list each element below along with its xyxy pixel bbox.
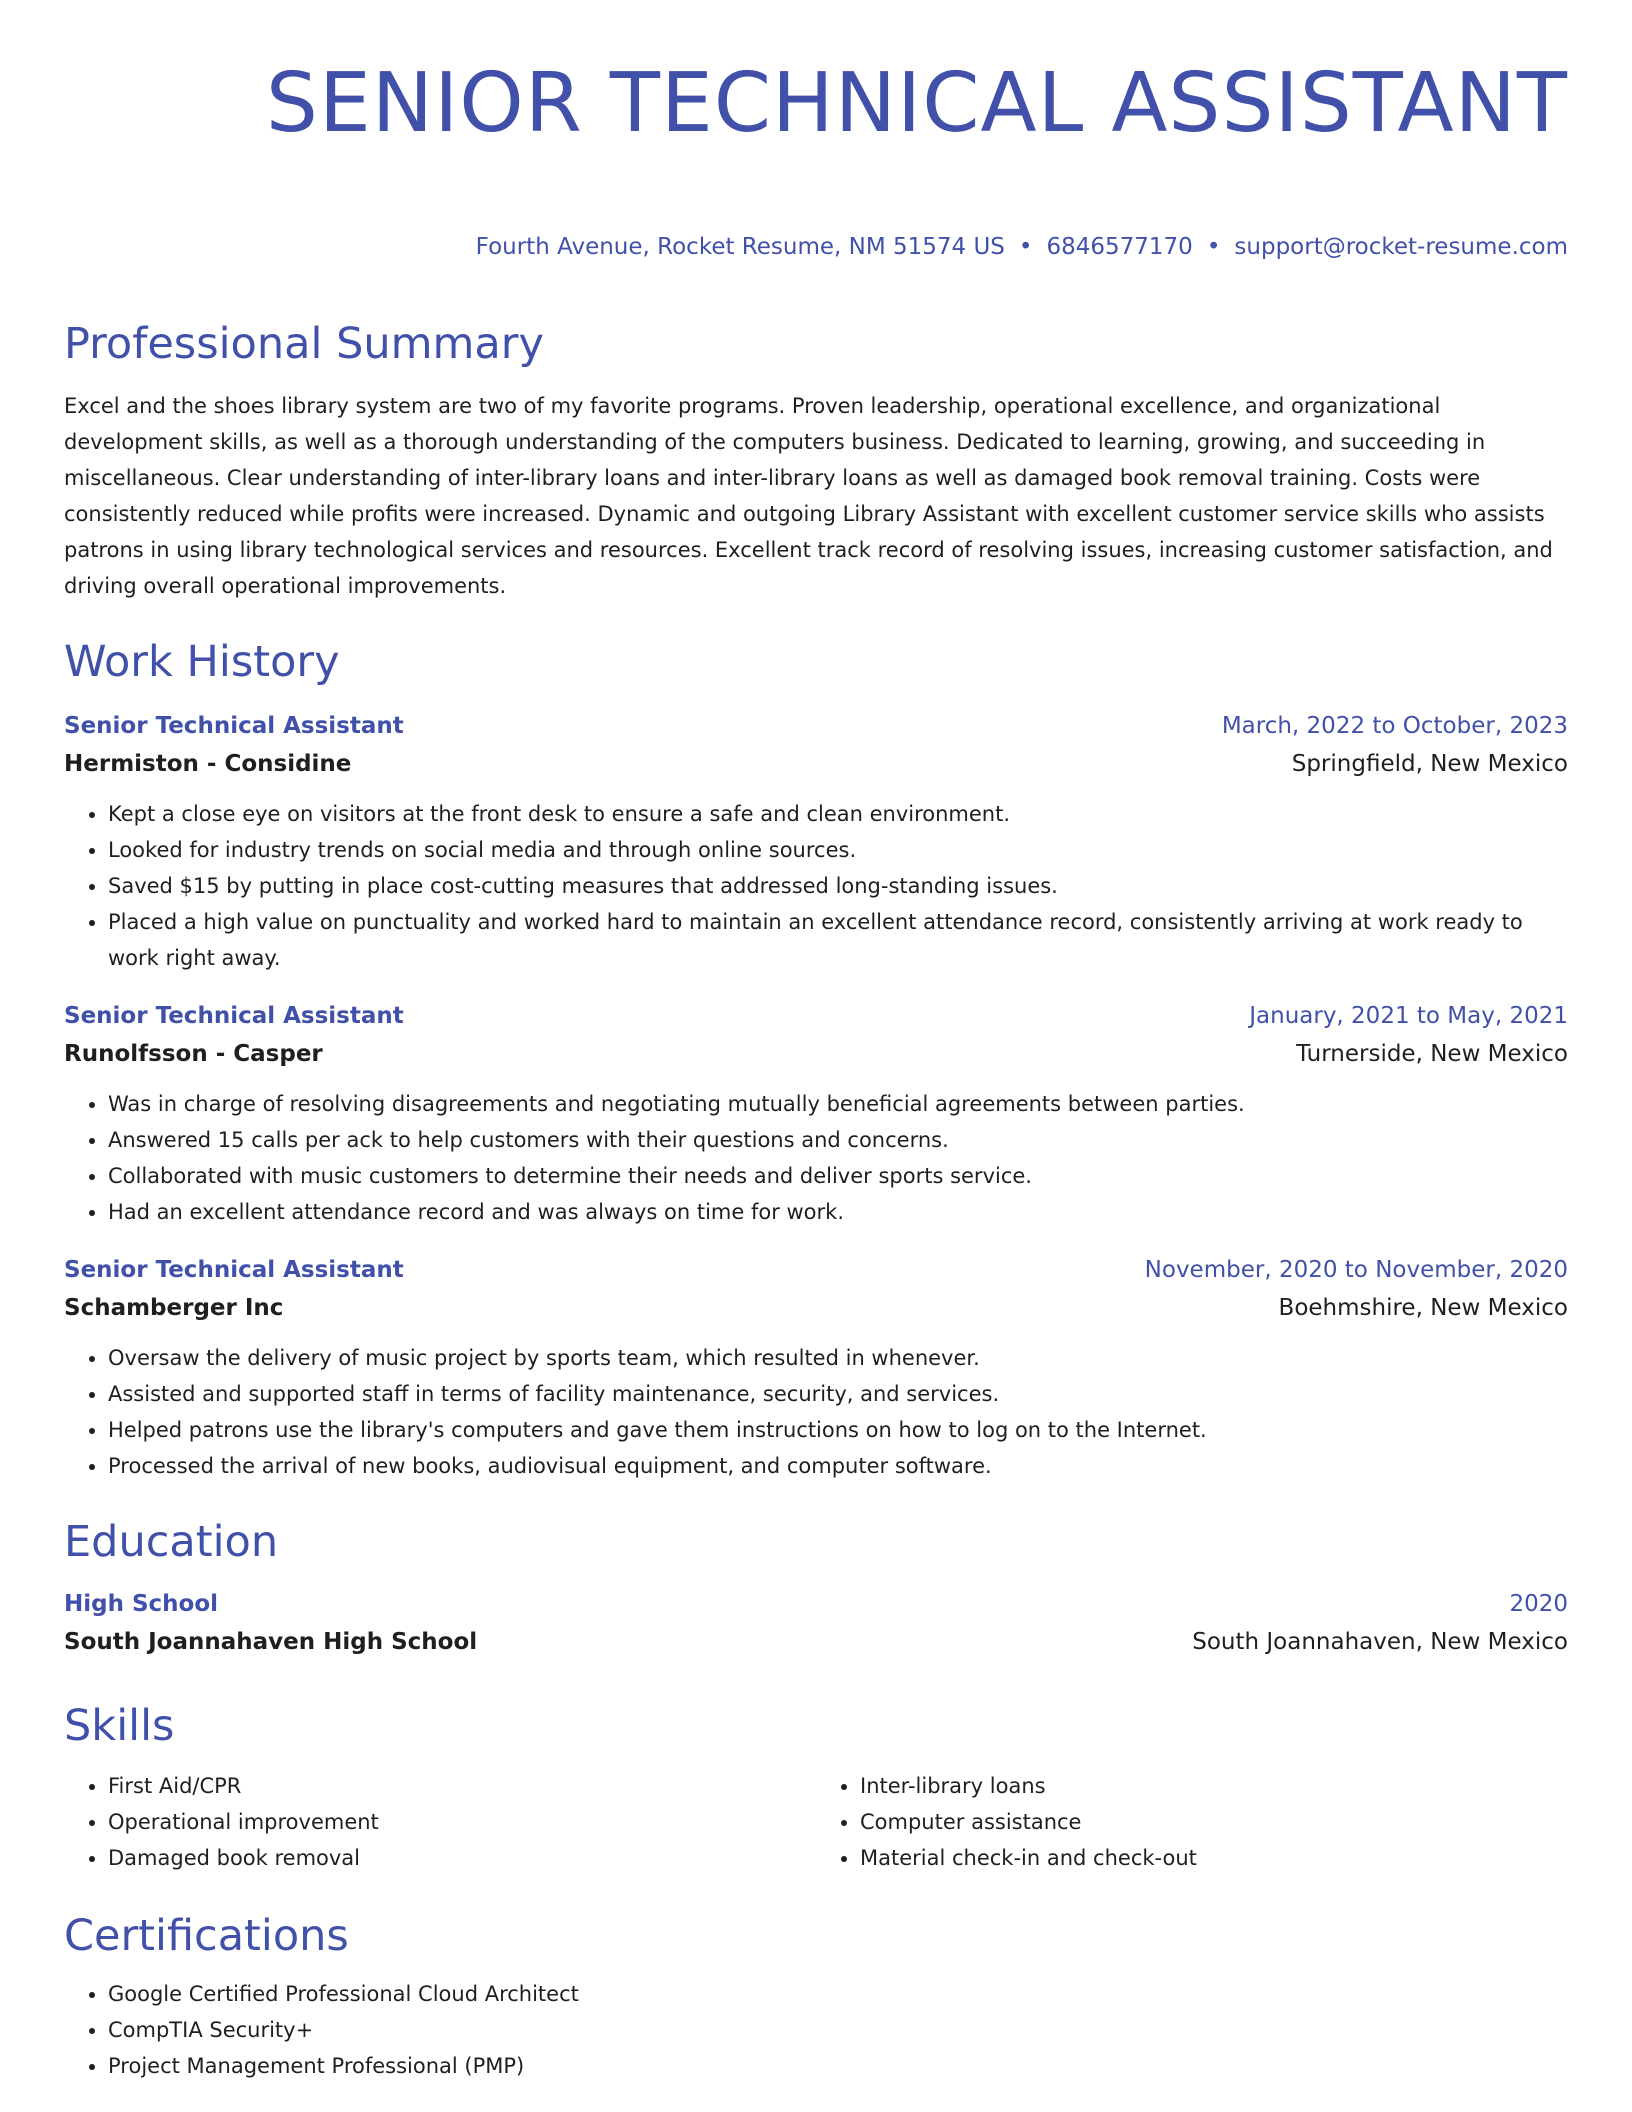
job-bullet: • Answered 15 calls per ack to help customers with their questions and concerns. (108, 1122, 1568, 1158)
job-bullet: • Oversaw the delivery of music project by sports team, which resulted in whenever. (108, 1340, 1568, 1376)
skill-item: • Damaged book removal (108, 1840, 816, 1876)
job-bullet: • Was in charge of resolving disagreements and negotiating mutually beneficial agreements between parties. (108, 1086, 1568, 1122)
contact-separator: • (1018, 234, 1033, 260)
job-bullets (64, 1340, 1568, 1484)
contact-phone: 6846577170 (1046, 234, 1193, 260)
skill-item: • First Aid/CPR (108, 1768, 816, 1804)
job-company: Runolfsson - Casper (64, 1041, 323, 1067)
skill-item: • Operational improvement (108, 1804, 816, 1840)
job-entry (64, 998, 1568, 1230)
job-entry (64, 708, 1568, 976)
education-degree: High School (64, 1591, 219, 1617)
certification-item: • Google Certified Professional Cloud Architect (108, 1976, 1568, 2012)
skill-item: • Computer assistance (860, 1804, 1568, 1840)
skills-list-left (64, 1768, 816, 1876)
job-dates: March, 2022 to October, 2023 (1221, 713, 1568, 739)
job-bullet: • Placed a high value on punctuality and worked hard to maintain an excellent attendance record, consistently arriving at work ready to work right away. (108, 904, 1568, 976)
education-year: 2020 (1509, 1591, 1568, 1617)
job-dates: January, 2021 to May, 2021 (1249, 1003, 1568, 1029)
contact-email[interactable]: support@rocket-resume.com (1234, 234, 1568, 260)
job-company: Hermiston - Considine (64, 751, 352, 777)
section-heading-certifications: Certifications (64, 1911, 349, 1961)
certification-item: • Project Management Professional (PMP) (108, 2048, 1568, 2084)
education-entry (64, 1586, 1568, 1662)
resume-title: SENIOR TECHNICAL ASSISTANT (265, 56, 1568, 151)
job-bullet: • Processed the arrival of new books, audiovisual equipment, and computer software. (108, 1448, 1568, 1484)
job-role: Senior Technical Assistant (64, 1003, 404, 1029)
job-bullet: • Helped patrons use the library's computers and gave them instructions on how to log on to the Internet. (108, 1412, 1568, 1448)
certification-item: • CompTIA Security+ (108, 2012, 1568, 2048)
job-dates: November, 2020 to November, 2020 (1144, 1257, 1568, 1283)
section-heading-education: Education (64, 1517, 279, 1567)
section-heading-work-history: Work History (64, 637, 340, 687)
section-heading-skills: Skills (64, 1701, 175, 1751)
contact-line (64, 230, 1568, 264)
contact-address: Fourth Avenue, Rocket Resume, NM 51574 US (475, 234, 1005, 260)
job-bullet: • Had an excellent attendance record and was always on time for work. (108, 1194, 1568, 1230)
certifications-list (64, 1976, 1568, 2084)
job-location: Turnerside, New Mexico (1296, 1041, 1568, 1067)
summary-text: Excel and the shoes library system are two of my favorite programs. Proven leadership, operational excellence, and organizational development skills, as well as a thorough understanding of the computers business. Dedicated to learning, growing, and succeeding in miscellaneous. Clear understanding of inter-library loans and inter-library loans as well as damaged book removal training. Costs were consistently reduced while profits were increased. Dynamic and outgoing Library Assistant with excellent customer service skills who assists patrons in using library technological services and resources. Excellent track record of resolving issues, increasing customer satisfaction, and driving overall operational improvements. (64, 394, 1553, 598)
job-role: Senior Technical Assistant (64, 1257, 404, 1283)
job-location: Boehmshire, New Mexico (1278, 1295, 1568, 1321)
skills-columns (64, 1768, 1568, 1876)
job-bullet: • Looked for industry trends on social media and through online sources. (108, 832, 1568, 868)
skills-list-right (816, 1768, 1568, 1876)
skill-item: • Inter-library loans (860, 1768, 1568, 1804)
skill-item: • Material check-in and check-out (860, 1840, 1568, 1876)
job-bullet: • Saved $15 by putting in place cost-cutting measures that addressed long-standing issues. (108, 868, 1568, 904)
contact-separator: • (1206, 234, 1221, 260)
job-bullets (64, 796, 1568, 976)
job-company: Schamberger Inc (64, 1295, 284, 1321)
job-bullet: • Assisted and supported staff in terms of facility maintenance, security, and services. (108, 1376, 1568, 1412)
job-location: Springfield, New Mexico (1291, 751, 1568, 777)
job-role: Senior Technical Assistant (64, 713, 404, 739)
job-entry (64, 1252, 1568, 1484)
education-location: South Joannahaven, New Mexico (1192, 1629, 1568, 1655)
education-school: South Joannahaven High School (64, 1629, 478, 1655)
section-heading-summary: Professional Summary (64, 319, 544, 369)
job-bullet: • Collaborated with music customers to determine their needs and deliver sports service. (108, 1158, 1568, 1194)
job-bullet: • Kept a close eye on visitors at the front desk to ensure a safe and clean environment. (108, 796, 1568, 832)
job-bullets (64, 1086, 1568, 1230)
